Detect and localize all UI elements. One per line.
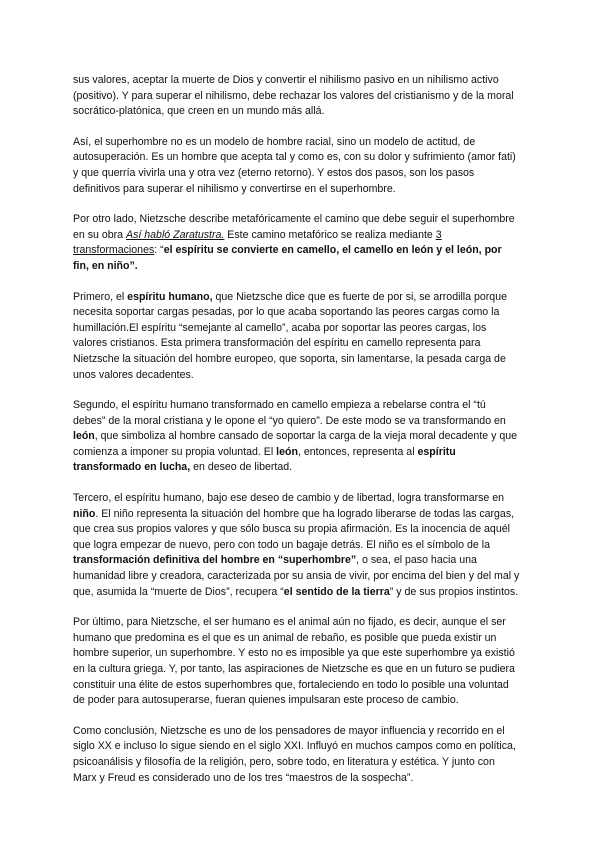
- text-run: , que simboliza al hombre cansado de soportar la carga de la vieja moral decadente y que comienza a imponer su propia voluntad. El: [73, 430, 518, 458]
- paragraph-4: [73, 290, 520, 384]
- text-run: ” y de sus propios instintos.: [389, 585, 519, 598]
- text-run: , entonces, representa al: [297, 445, 418, 458]
- bold-term: león: [276, 445, 298, 458]
- paragraph-2: [73, 135, 520, 197]
- text-run: que Nietzsche dice que es fuerte de por si, se arrodilla porque necesita soportar cargas pesadas, por lo que acaba soportando las peores cargas como la humillación.El espíritu “semejante al camello”, acaba por soportar las peores cargas, los valores cristianos. Esta primera transformación del espíritu en camello representa para Nietzsche la situación del hombre europeo, que soporta, sin lamentarse, la pesada carga de unos valores decadentes.: [73, 290, 507, 381]
- text-run: Por último, para Nietzsche, el ser humano es el animal aún no fijado, es decir, aunque el ser humano que predomina es el que es un animal de rebaño, es posible que pueda existir un hombre superior, un superhombre. Y esto no es imposible ya que este superhombre ya existió en la cultura griega. Y, por tanto, las aspiraciones de Nietzsche es que en un futuro se pudiera constituir una élite de estos superhombres que, fortaleciendo en todo lo posible una voluntad de poder para autosuperarse, fueran quienes impulsaran este proceso de cambio.: [73, 616, 515, 707]
- bold-term: transformación definitiva del hombre en “superhombre”: [73, 554, 357, 567]
- bold-term: el sentido de la tierra: [283, 585, 390, 598]
- bold-term: león: [73, 430, 95, 443]
- book-title-link[interactable]: Así habló Zaratustra.: [126, 228, 225, 241]
- bold-term: espíritu transformado en lucha,: [73, 445, 456, 474]
- text-run: Por otro lado, Nietzsche describe metafóricamente el camino que debe seguir el superhombre en su obra: [73, 213, 515, 241]
- text-run: Este camino metafórico se realiza mediante: [224, 228, 436, 241]
- transformaciones-link[interactable]: 3 transformaciones: [73, 228, 442, 257]
- paragraph-7: [73, 615, 520, 709]
- paragraph-8: [73, 724, 520, 786]
- text-run: sus valores, aceptar la muerte de Dios y convertir el nihilismo pasivo en un nihilismo activo (positivo). Y para superar el nihilismo, debe rechazar los valores del cristianismo y de la moral socrático-platónica, que creen en un mundo más allá.: [73, 74, 514, 118]
- text-run: en deseo de libertad.: [190, 461, 293, 474]
- paragraph-6: [73, 491, 520, 600]
- paragraph-3: [73, 212, 520, 274]
- bold-term: niño: [73, 507, 96, 520]
- text-run: Como conclusión, Nietzsche es uno de los pensadores de mayor influencia y recorrido en el siglo XX e incluso lo sigue siendo en el siglo XXI. Influyó en muchos campos como en política, psicoanálisis y filosofía de la religión, pero, sobre todo, en literatura y estética. Y junto con Marx y Freud es considerado uno de los tres “maestros de la sospecha”.: [73, 724, 516, 784]
- paragraph-5: [73, 398, 520, 476]
- paragraph-1: [73, 73, 520, 120]
- text-run: Primero, el: [73, 290, 128, 303]
- text-run: Tercero, el espíritu humano, bajo ese deseo de cambio y de libertad, logra transformarse en: [73, 492, 505, 505]
- bold-term: espíritu humano,: [127, 290, 213, 303]
- text-run: . El niño representa la situación del hombre que ha logrado liberarse de todas las cargas, que crea sus propios valores y que sólo busca su propia afirmación. Es la inocencia de aquél que logra empezar de nuevo, pero con todo un bagaje detrás. El niño es el símbolo de la: [73, 507, 515, 551]
- text-run: , o sea, el paso hacia una humanidad libre y creadora, caracterizada por su ansia de vivir, por encima del bien y del mal y que, asumida la “muerte de Dios”, recupera “: [73, 554, 520, 598]
- bold-quote: el espíritu se convierte en camello, el camello en león y el león, por fin, en niño”.: [73, 244, 502, 272]
- text-run: Segundo, el espíritu humano transformado en camello empieza a rebelarse contra el “tú debes” de la moral cristiana y le opone el “yo quiero”. De este modo se va transformando en: [73, 399, 506, 427]
- text-run: Así, el superhombre no es un modelo de hombre racial, sino un modelo de actitud, de autosuperación. Es un hombre que acepta tal y como es, con su dolor y sufrimiento (amor fati) y que querría vivirla una y otra vez (eterno retorno). Y estos dos pasos, son los pasos definitivos para superar el nihilismo y convertirse en el superhombre.: [73, 135, 516, 195]
- text-run: : “: [154, 244, 164, 257]
